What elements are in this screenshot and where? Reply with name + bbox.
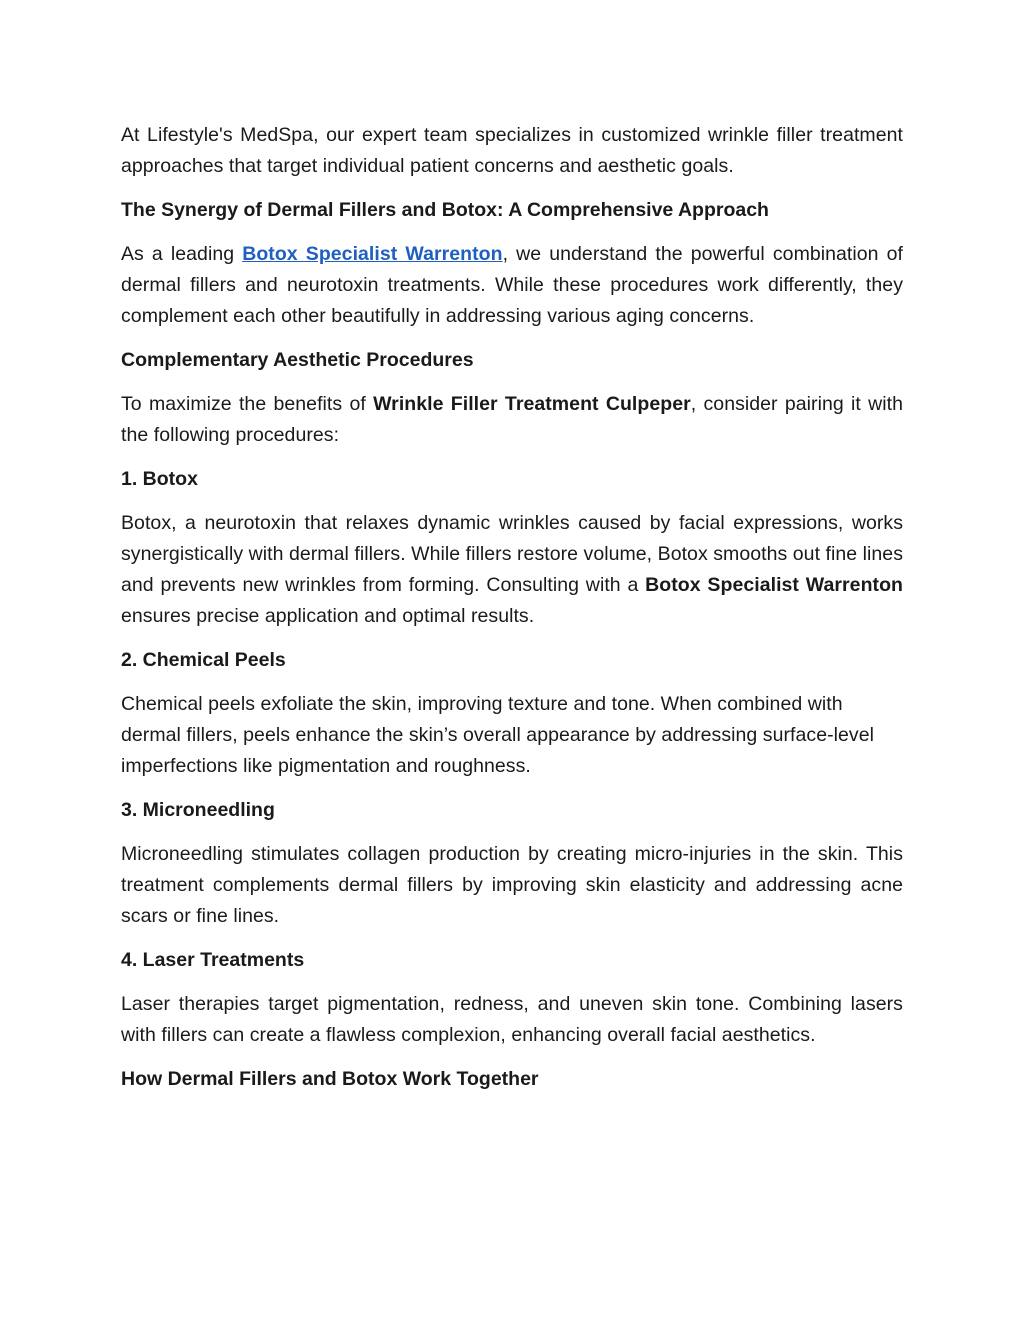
- complementary-paragraph: [121, 389, 903, 451]
- botox-specialist-bold: Botox Specialist Warrenton: [645, 574, 903, 596]
- microneedling-paragraph: [121, 839, 903, 932]
- intro-paragraph: [121, 120, 903, 182]
- peels-heading: 2. Chemical Peels: [121, 649, 286, 671]
- complementary-text-after-bold: , consider pairing it with the following procedures:: [121, 393, 904, 446]
- peels-paragraph: [121, 689, 903, 782]
- together-heading: How Dermal Fillers and Botox Work Together: [121, 1068, 539, 1090]
- complementary-heading: Complementary Aesthetic Procedures: [121, 349, 474, 371]
- synergy-heading: The Synergy of Dermal Fillers and Botox: A Comprehensive Approach: [121, 199, 769, 221]
- laser-paragraph: [121, 989, 903, 1051]
- synergy-text-before-link: As a leading: [121, 243, 243, 265]
- intro-text: At Lifestyle's MedSpa, our expert team specializes in customized wrinkle filler treatment approaches that target individual patient concerns and aesthetic goals.: [121, 124, 903, 177]
- synergy-text-after-link: , we understand the powerful combination of dermal fillers and neurotoxin treatments. While these procedures work differently, they complement each other beautifully in addressing various aging concerns.: [121, 243, 903, 327]
- peels-text: Chemical peels exfoliate the skin, improving texture and tone. When combined with dermal fillers, peels enhance the skin’s overall appearance by addressing surface-level imperfections like pigmentation and roughness.: [121, 693, 874, 777]
- botox-paragraph: [121, 508, 903, 632]
- wrinkle-filler-bold: Wrinkle Filler Treatment Culpeper: [373, 393, 691, 415]
- microneedling-heading: 3. Microneedling: [121, 799, 275, 821]
- botox-heading: 1. Botox: [121, 468, 198, 490]
- laser-heading: 4. Laser Treatments: [121, 949, 305, 971]
- botox-text-before-bold: Botox, a neurotoxin that relaxes dynamic wrinkles caused by facial expressions, works synergistically with dermal fillers. While fillers restore volume, Botox smooths out fine lines and prevents new wrinkles from forming. Consulting with a: [121, 512, 903, 596]
- synergy-paragraph: [121, 239, 903, 332]
- complementary-text-before-bold: To maximize the benefits of: [121, 393, 374, 415]
- botox-text-after-bold: ensures precise application and optimal results.: [121, 605, 535, 627]
- laser-text: Laser therapies target pigmentation, redness, and uneven skin tone. Combining lasers with fillers can create a flawless complexion, enhancing overall facial aesthetics.: [121, 993, 903, 1046]
- microneedling-text: Microneedling stimulates collagen production by creating micro-injuries in the skin. This treatment complements dermal fillers by improving skin elasticity and addressing acne scars or fine lines.: [121, 843, 903, 927]
- document-page: [121, 120, 903, 1108]
- botox-specialist-link[interactable]: Botox Specialist Warrenton: [242, 243, 503, 265]
